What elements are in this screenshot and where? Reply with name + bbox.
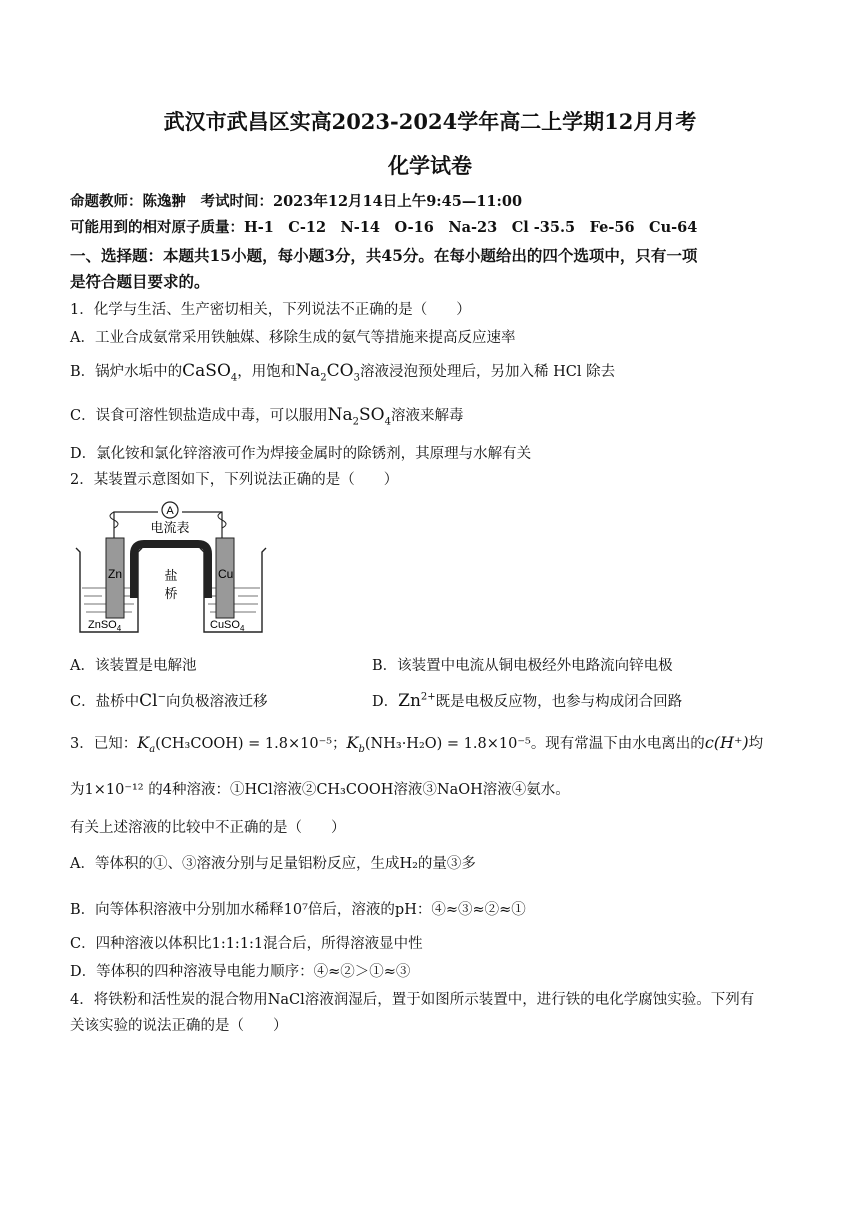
section-heading-cont: 是符合题目要求的。: [70, 272, 210, 291]
ammeter-symbol: A: [166, 505, 174, 517]
q2-stem: 2．某装置示意图如下，下列说法正确的是（ ）: [70, 472, 399, 488]
salt-bridge-char2: 桥: [164, 587, 178, 602]
q1-option-a: A．工业合成氨常采用铁触媒、移除生成的氨气等措施来提高反应速率: [70, 330, 516, 346]
q2-c-pre: C．盐桥中: [70, 694, 140, 710]
znso4-label: ZnSO$_4$: [88, 619, 122, 633]
atomic-masses: 可能用到的相对原子质量：H-1 C-12 N-14 O-16 Na-23 Cl -35.5 Fe-56 Cu-64: [70, 219, 698, 236]
q1-c-pre: C．误食可溶性钡盐造成中毒，可以服用: [70, 408, 328, 424]
q2-d-pre: D．: [372, 694, 399, 710]
q2-option-a: A．该装置是电解池: [70, 658, 197, 674]
q1-c-post: 溶液来解毒: [390, 408, 464, 424]
q3-line2: 为1×10⁻¹² 的4种溶液：①HCl溶液②CH₃COOH溶液③NaOH溶液④氨水。: [70, 782, 570, 798]
exam-meta: 命题教师：陈逸翀 考试时间：2023年12月14日上午9:45—11:00: [70, 193, 523, 210]
cuso4-label: CuSO$_4$: [210, 619, 245, 633]
q1-b-pre: B．锅炉水垢中的: [70, 364, 183, 380]
q3-stem: [70, 732, 763, 755]
q1-option-d: D．氯化铵和氯化锌溶液可作为焊接金属时的除锈剂，其原理与水解有关: [70, 446, 532, 462]
q2-option-b: B．该装置中电流从铜电极经外电路流向锌电极: [372, 658, 673, 674]
zinc-ion: $Zn^{2+}$: [398, 691, 436, 711]
ka-expression: (CH₃COOH) = 1.8×10⁻⁵；: [155, 736, 347, 752]
exam-subtitle: 化学试卷: [388, 153, 472, 178]
h-concentration: c(H⁺): [704, 733, 749, 752]
kb-symbol: $K_b$: [346, 733, 365, 756]
q3-option-a: A．等体积的①、③溶液分别与足量铝粉反应，生成H₂的量③多: [70, 856, 476, 872]
q1-b-post: 溶液浸泡预处理后，另加入稀 HCl 除去: [359, 364, 616, 380]
kb-expression: (NH₃·H₂O) = 1.8×10⁻⁵: [364, 736, 531, 752]
na2co3-formula: $Na_2CO_3$: [295, 361, 360, 384]
q3-stem-end: 均: [748, 736, 764, 752]
ka-symbol: $K_a$: [137, 733, 156, 756]
q3-option-c: C．四种溶液以体积比1:1:1:1混合后，所得溶液显中性: [70, 936, 423, 952]
q1-option-b: [70, 360, 615, 383]
q3-stem-pre: 3．已知：: [70, 736, 138, 752]
q2-option-d: [372, 690, 682, 711]
q1-stem: 1．化学与生活、生产密切相关，下列说法不正确的是（ ）: [70, 302, 471, 318]
ammeter-label: 电流表: [150, 521, 190, 536]
q4-stem-line2: 关该实验的说法正确的是（ ）: [70, 1018, 288, 1034]
galvanic-cell-figure: [72, 498, 282, 638]
section-heading: 一、选择题：本题共15小题，每小题3分，共45分。在每小题给出的四个选项中，只有一项: [70, 246, 698, 265]
na2so4-formula: $Na_2SO_4$: [327, 405, 391, 428]
q2-d-post: 既是电极反应物，也参与构成闭合回路: [435, 694, 683, 710]
salt-bridge-char1: 盐: [164, 569, 178, 584]
q2-c-post: 向负极溶液迁移: [165, 694, 268, 710]
q2-option-c: [70, 690, 267, 711]
q3-stem-post: 。现有常温下由水电离出的: [530, 736, 705, 752]
q1-option-c: [70, 404, 463, 427]
q3-option-b: B．向等体积溶液中分别加水稀释10⁷倍后，溶液的pH：④≈③≈②≈①: [70, 902, 526, 918]
q1-b-mid: ，用饱和: [237, 364, 296, 380]
zn-electrode-label: Zn: [108, 567, 123, 581]
exam-title: 武汉市武昌区实高2023-2024学年高二上学期12月月考: [163, 109, 697, 134]
caso4-formula: CaSO$_4$: [182, 361, 238, 384]
cu-electrode-label: Cu: [218, 567, 234, 581]
chloride-ion: Cl−: [139, 691, 166, 711]
q3-line3: 有关上述溶液的比较中不正确的是（ ）: [70, 820, 346, 836]
q3-option-d: D．等体积的四种溶液导电能力顺序：④≈②＞①≈③: [70, 964, 411, 980]
q4-stem-line1: 4．将铁粉和活性炭的混合物用NaCl溶液润湿后，置于如图所示装置中，进行铁的电化学腐蚀实验。下列有: [70, 992, 755, 1008]
